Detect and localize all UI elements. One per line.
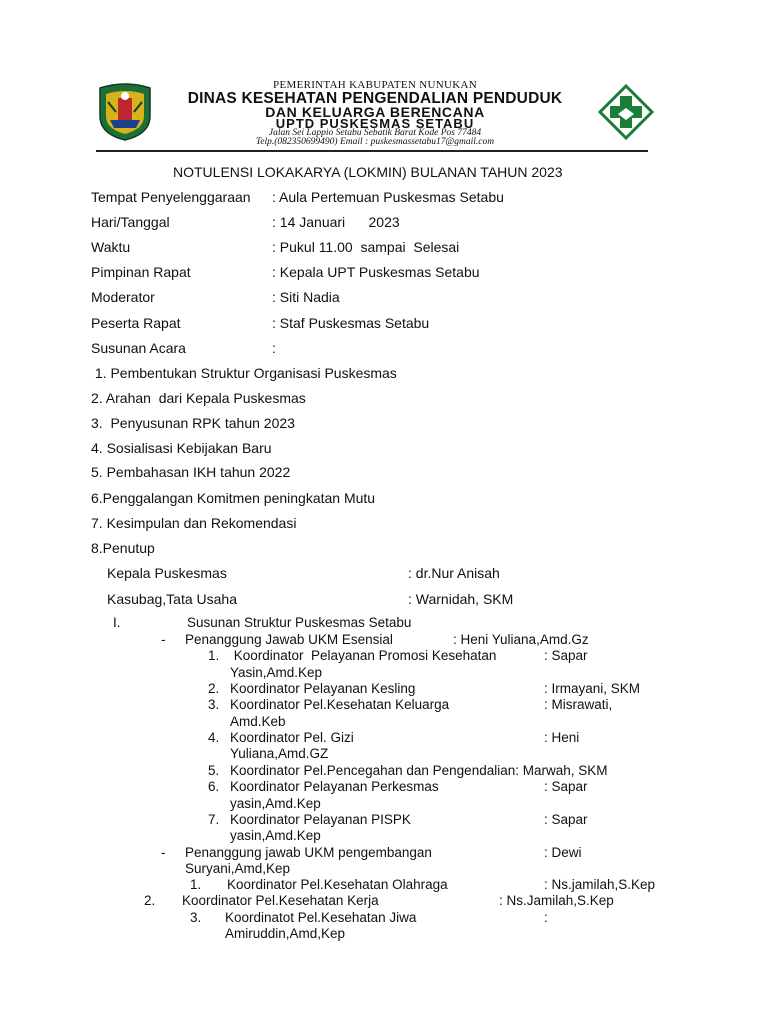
coordinator-role: Koordinator Pel.Pencegahan dan Pengendalian: Marwah, SKM bbox=[230, 763, 608, 778]
official-value: : Warnidah, SKM bbox=[408, 591, 514, 607]
info-value: : Aula Pertemuan Puskesmas Setabu bbox=[272, 189, 504, 205]
coordinator-role: Koordinator Pel.Kesehatan Kerja bbox=[182, 893, 379, 908]
coordinator-name: : Ns.Jamilah,S.Kep bbox=[499, 893, 614, 908]
agenda-item: 3. Penyusunan RPK tahun 2023 bbox=[91, 415, 295, 431]
list-number: 1. bbox=[190, 877, 202, 892]
agenda-item: 5. Pembahasan IKH tahun 2022 bbox=[91, 464, 291, 480]
list-number: 5. bbox=[208, 763, 220, 778]
list-number: 7. bbox=[208, 812, 220, 827]
coordinator-role: Koordinator Pelayanan Kesling bbox=[230, 681, 416, 696]
responsible-esensial-name: : Heni Yuliana,Amd.Gz bbox=[453, 632, 589, 647]
coordinator-name: : bbox=[544, 910, 548, 925]
info-label: Susunan Acara bbox=[91, 340, 186, 356]
info-value: : Staf Puskesmas Setabu bbox=[272, 315, 430, 331]
coordinator-role: Koordinator Pelayanan Promosi Kesehatan bbox=[230, 648, 497, 663]
coordinator-role: Koordinatot Pel.Kesehatan Jiwa bbox=[225, 910, 417, 925]
info-label: Hari/Tanggal bbox=[91, 214, 170, 230]
document-title: NOTULENSI LOKAKARYA (LOKMIN) BULANAN TAHUN 2023 bbox=[173, 164, 563, 180]
responsible-pengembangan-name: : Dewi bbox=[544, 845, 582, 860]
agenda-item: 7. Kesimpulan dan Rekomendasi bbox=[91, 515, 297, 531]
coordinator-name: : Ns.jamilah,S.Kep bbox=[544, 877, 656, 892]
info-value: : Kepala UPT Puskesmas Setabu bbox=[272, 264, 480, 280]
agenda-item: 2. Arahan dari Kepala Puskesmas bbox=[91, 390, 306, 406]
dash-bullet: - bbox=[161, 632, 166, 647]
section-heading: Susunan Struktur Puskesmas Setabu bbox=[187, 615, 412, 630]
info-label: Tempat Penyelenggaraan bbox=[91, 189, 251, 205]
coordinator-name-cont: Amiruddin,Amd,Kep bbox=[225, 926, 346, 941]
header-divider bbox=[96, 150, 648, 152]
info-label: Peserta Rapat bbox=[91, 315, 181, 331]
list-number: 2. bbox=[208, 681, 220, 696]
agenda-item: 6.Penggalangan Komitmen peningkatan Mutu bbox=[91, 490, 376, 506]
info-value: : Pukul 11.00 sampai Selesai bbox=[272, 239, 460, 255]
list-number: 1. bbox=[208, 648, 220, 663]
header-agency-line-2: DAN KELUARGA BERENCANA bbox=[265, 104, 485, 120]
coordinator-name: : Heni bbox=[544, 730, 580, 745]
coordinator-name: : Irmayani, SKM bbox=[544, 681, 641, 696]
header-contact: Telp.(082350699490) Email : puskesmassetabu17@gmail.com bbox=[255, 137, 495, 147]
list-number: 3. bbox=[190, 910, 202, 925]
list-number: 6. bbox=[208, 779, 220, 794]
info-label: Waktu bbox=[91, 239, 131, 255]
info-label: Moderator bbox=[91, 289, 155, 305]
section-number: I. bbox=[113, 615, 121, 630]
coordinator-role: Koordinator Pel.Kesehatan Keluarga bbox=[230, 697, 450, 712]
coordinator-name-cont: yasin,Amd.Kep bbox=[230, 828, 321, 843]
header-government-line: PEMERINTAH KABUPATEN NUNUKAN bbox=[273, 79, 477, 91]
coordinator-name-cont: Yuliana,Amd.GZ bbox=[230, 746, 329, 761]
agenda-item: 8.Penutup bbox=[91, 540, 155, 556]
info-value: : Siti Nadia bbox=[272, 289, 340, 305]
list-number: 4. bbox=[208, 730, 220, 745]
coordinator-role: Koordinator Pel. Gizi bbox=[230, 730, 354, 745]
coordinator-name: : Misrawati, bbox=[544, 697, 613, 712]
list-number: 2. bbox=[144, 893, 156, 908]
agenda-item: 4. Sosialisasi Kebijakan Baru bbox=[91, 440, 272, 456]
regency-emblem-logo bbox=[96, 82, 154, 142]
responsible-pengembangan: Penanggung jawab UKM pengembangan bbox=[185, 845, 432, 860]
official-value: : dr.Nur Anisah bbox=[408, 565, 500, 581]
official-label: Kepala Puskesmas bbox=[107, 565, 227, 581]
info-value: : 14 Januari 2023 bbox=[272, 214, 400, 230]
header-agency-line: DINAS KESEHATAN PENGENDALIAN PENDUDUK bbox=[187, 90, 563, 107]
coordinator-name: : Sapar bbox=[544, 648, 588, 663]
coordinator-name-cont: Amd.Keb bbox=[230, 714, 286, 729]
official-label: Kasubag,Tata Usaha bbox=[107, 591, 237, 607]
info-value: : bbox=[272, 340, 276, 356]
responsible-pengembangan-name-cont: Suryani,Amd,Kep bbox=[185, 861, 291, 876]
coordinator-name-cont: Yasin,Amd.Kep bbox=[230, 665, 323, 680]
coordinator-role: Koordinator Pelayanan PISPK bbox=[230, 812, 411, 827]
coordinator-name-cont: yasin,Amd.Kep bbox=[230, 796, 321, 811]
coordinator-name: : Sapar bbox=[544, 779, 588, 794]
list-number: 3. bbox=[208, 697, 220, 712]
coordinator-role: Koordinator Pel.Kesehatan Olahraga bbox=[227, 877, 448, 892]
coordinator-role: Koordinator Pelayanan Perkesmas bbox=[230, 779, 439, 794]
header-address: Jalan Sei Lappio Setabu Sebatik Barat Kode Pos 77484 bbox=[268, 128, 482, 138]
responsible-esensial: Penanggung Jawab UKM Esensial bbox=[185, 632, 393, 647]
puskesmas-logo bbox=[598, 84, 654, 140]
dash-bullet: - bbox=[161, 845, 166, 860]
info-label: Pimpinan Rapat bbox=[91, 264, 191, 280]
coordinator-name: : Sapar bbox=[544, 812, 588, 827]
agenda-item: 1. Pembentukan Struktur Organisasi Puskesmas bbox=[91, 365, 397, 381]
header-unit-line: UPTD PUSKESMAS SETABU bbox=[275, 116, 475, 131]
